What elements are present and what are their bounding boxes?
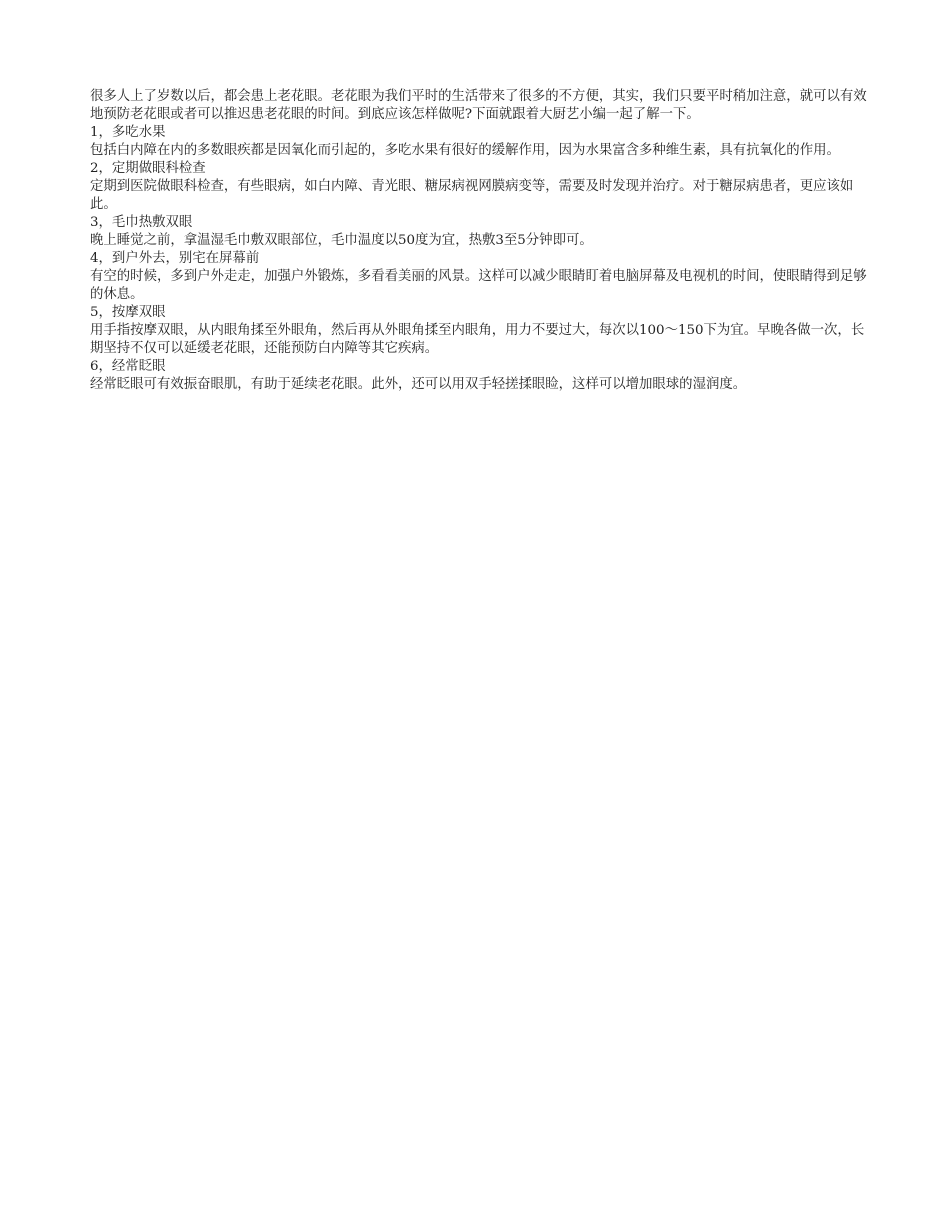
- section-body-4: 有空的时候，多到户外走走，加强户外锻炼，多看看美丽的风景。这样可以减少眼睛盯着电脑屏幕及电视机的时间，使眼睛得到足够的休息。: [90, 269, 867, 302]
- section-body-1: 包括白内障在内的多数眼疾都是因氧化而引起的，多吃水果有很好的缓解作用，因为水果富含多种维生素，具有抗氧化的作用。: [90, 143, 840, 158]
- section-body-5: 用手指按摩双眼，从内眼角揉至外眼角，然后再从外眼角揉至内眼角，用力不要过大，每次以100～150下为宜。早晚各做一次，长期坚持不仅可以延缓老花眼，还能预防白内障等其它疾病。: [90, 323, 865, 356]
- section-heading-3: 3，毛巾热敷双眼: [90, 215, 193, 230]
- section-body-6: 经常眨眼可有效振奋眼肌，有助于延续老花眼。此外，还可以用双手轻搓揉眼睑，这样可以增加眼球的湿润度。: [90, 377, 747, 392]
- section-heading-5: 5，按摩双眼: [90, 305, 166, 320]
- section-heading-6: 6，经常眨眼: [90, 359, 166, 374]
- intro-paragraph: 很多人上了岁数以后，都会患上老花眼。老花眼为我们平时的生活带来了很多的不方便，其实，我们只要平时稍加注意，就可以有效地预防老花眼或者可以推迟患老花眼的时间。到底应该怎样做呢?下面就跟着大厨艺小编一起了解一下。: [90, 89, 867, 122]
- article-body: [90, 88, 868, 394]
- section-body-3: 晚上睡觉之前，拿温湿毛巾敷双眼部位，毛巾温度以50度为宜，热敷3至5分钟即可。: [90, 233, 593, 248]
- section-heading-2: 2，定期做眼科检查: [90, 161, 206, 176]
- section-heading-4: 4，到户外去，别宅在屏幕前: [90, 251, 260, 266]
- section-heading-1: 1，多吃水果: [90, 125, 166, 140]
- section-body-2: 定期到医院做眼科检查，有些眼病，如白内障、青光眼、糖尿病视网膜病变等，需要及时发现并治疗。对于糖尿病患者，更应该如此。: [90, 179, 854, 212]
